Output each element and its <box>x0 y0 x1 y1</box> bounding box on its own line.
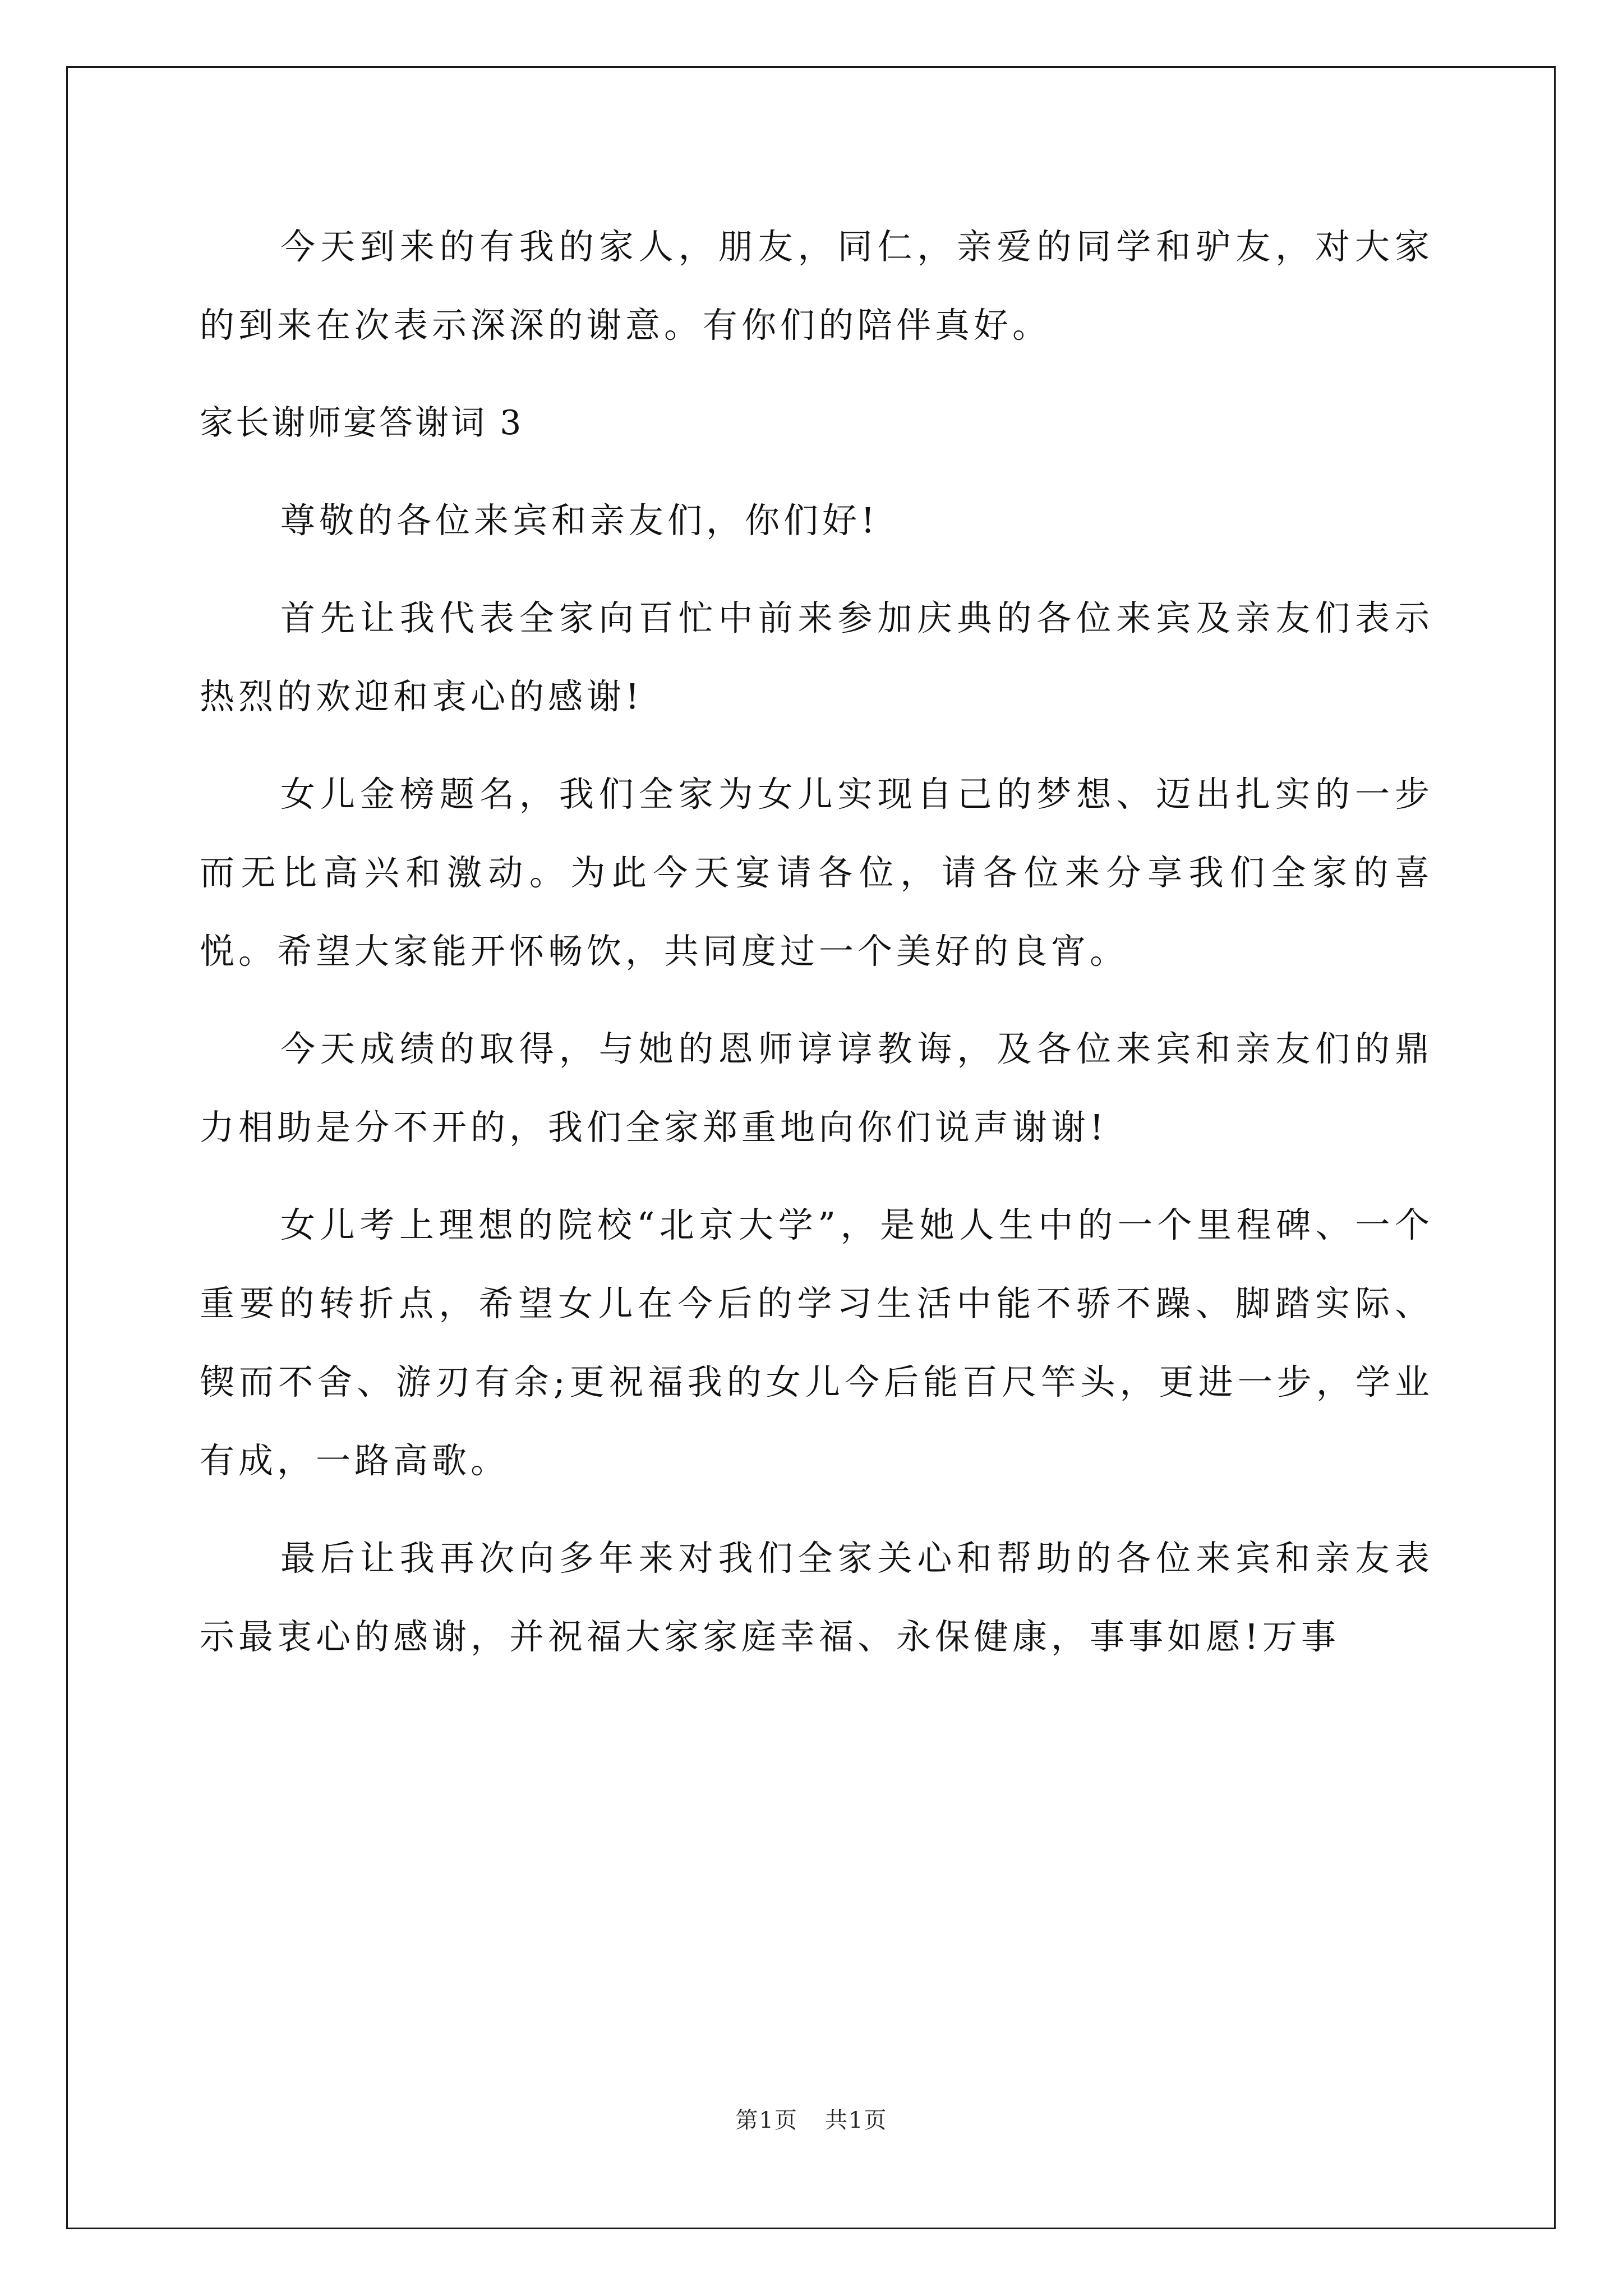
document-body <box>200 208 1433 1676</box>
paragraph-welcome: 首先让我代表全家向百忙中前来参加庆典的各位来宾及亲友们表示热烈的欢迎和衷心的感谢! <box>200 597 1433 717</box>
paragraph-teachers-thanks: 今天成绩的取得，与她的恩师谆谆教诲，及各位来宾和亲友们的鼎力相助是分不开的，我们全家郑重地向你们说声谢谢! <box>200 1028 1433 1148</box>
page-footer <box>0 2102 1623 2134</box>
page-number-current: 第1页 <box>735 2108 798 2133</box>
paragraph-achievement: 女儿金榜题名，我们全家为女儿实现自己的梦想、迈出扎实的一步而无比高兴和激动。为此今天宴请各位，请各位来分享我们全家的喜悦。希望大家能开怀畅饮，共同度过一个美好的良宵。 <box>200 774 1433 972</box>
section-heading: 家长谢师宴答谢词 3 <box>200 403 524 443</box>
page-number-total: 共1页 <box>825 2108 888 2133</box>
paragraph-closing: 最后让我再次向多年来对我们全家关心和帮助的各位来宾和亲友表示最衷心的感谢，并祝福大家家庭幸福、永保健康，事事如愿!万事 <box>200 1538 1433 1657</box>
paragraph-guests-thanks: 今天到来的有我的家人，朋友，同仁，亲爱的同学和驴友，对大家的到来在次表示深深的谢意。有你们的陪伴真好。 <box>200 226 1433 346</box>
paragraph-greeting: 尊敬的各位来宾和亲友们，你们好! <box>280 500 879 541</box>
paragraph-milestone: 女儿考上理想的院校“北京大学”，是她人生中的一个里程碑、一个重要的转折点，希望女儿在今后的学习生活中能不骄不躁、脚踏实际、锲而不舍、游刃有余;更祝福我的女儿今后能百尺竿头，更进一步，学业有成，一路高歌。 <box>200 1204 1433 1481</box>
